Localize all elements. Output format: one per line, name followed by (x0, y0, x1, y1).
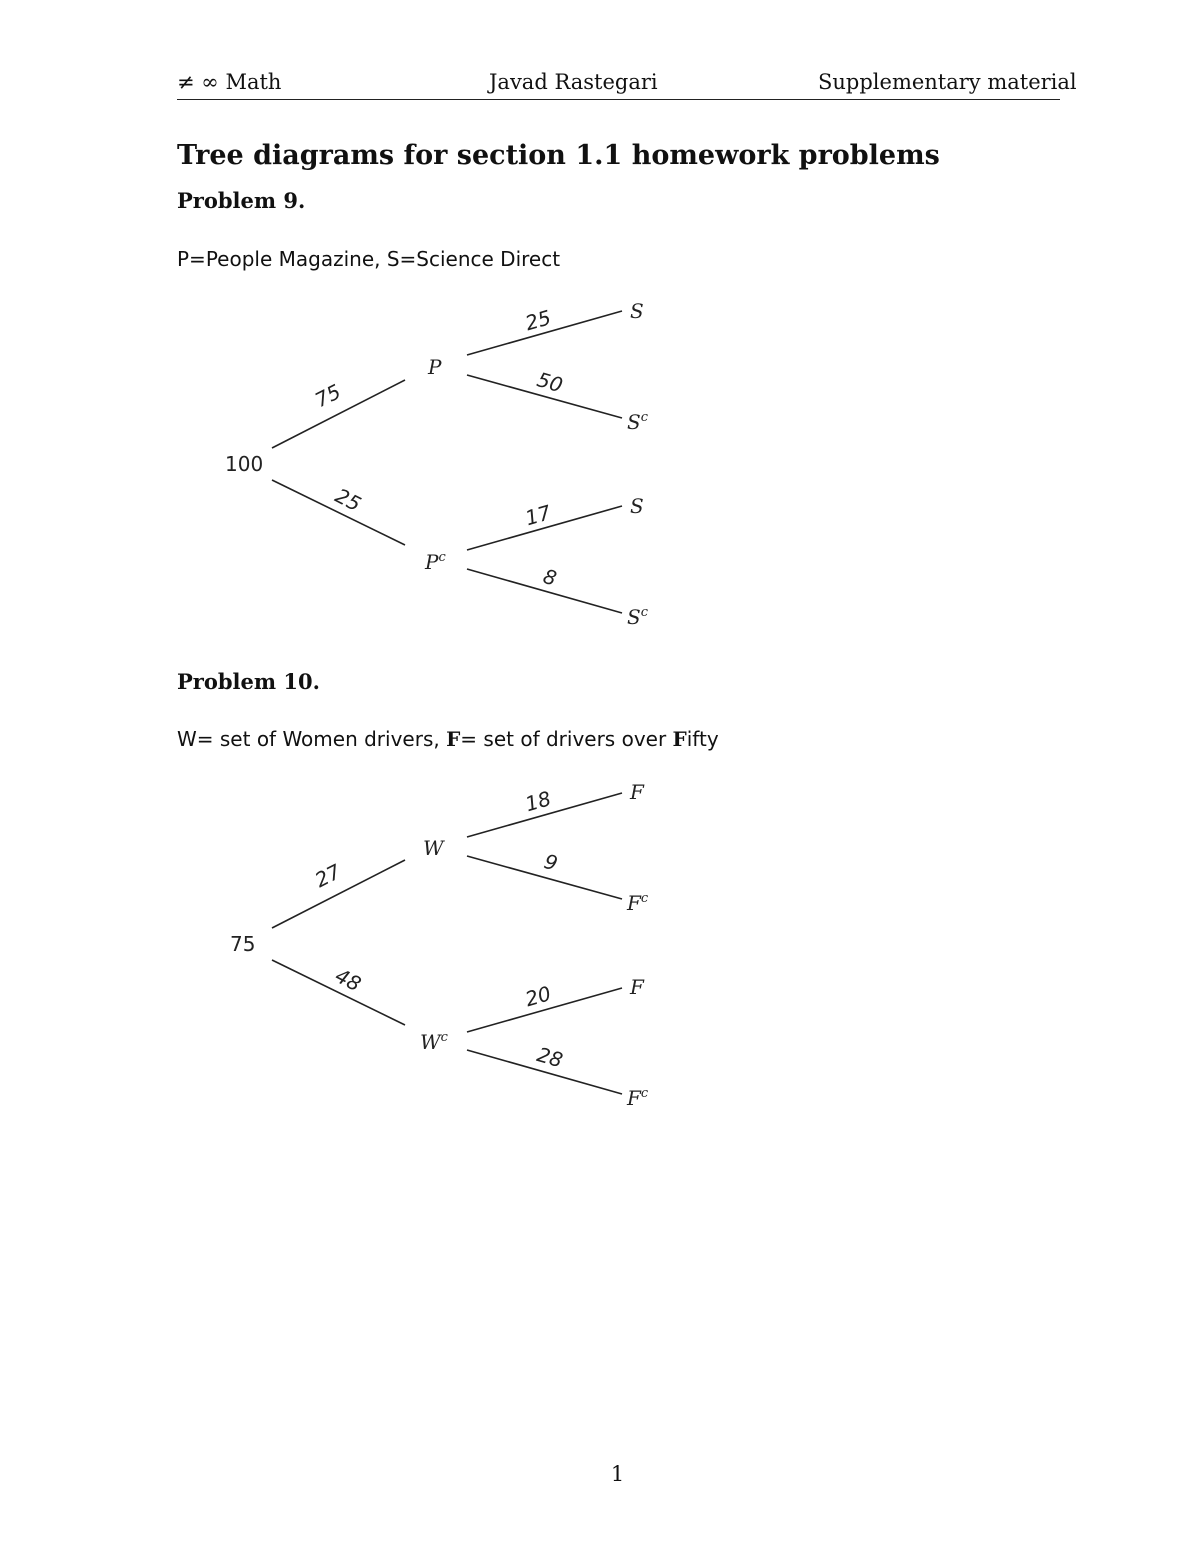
header-left (177, 70, 281, 94)
node-P (427, 355, 442, 379)
leaf-Wc-F-label: F (630, 975, 644, 999)
edge-label-P-Sc: 50 (534, 367, 566, 398)
page-number: 1 (610, 1462, 625, 1486)
leaf-P-Sc-label: S (627, 410, 641, 434)
node-Wc-label: W (420, 1030, 441, 1054)
edge-label-Pc-Sc: 8 (540, 563, 560, 591)
leaf-Pc-Sc-label: S (627, 605, 641, 629)
def-f-bold: F (446, 727, 461, 751)
edge-label-Wc-Fc: 28 (534, 1042, 566, 1073)
leaf-Wc-Fc-label: F (627, 1086, 641, 1110)
leaf-Pc-Sc-sup: c (640, 605, 648, 620)
edge-label-W-F: 18 (522, 786, 554, 817)
problem-10-tree (0, 770, 760, 1120)
problem-10-definition (177, 727, 719, 751)
node-W-label: W (423, 836, 444, 860)
header-math-symbol: ≠ ∞ (177, 70, 219, 94)
leaf-Wc-F (629, 975, 645, 999)
edge-label-Wc-F: 20 (522, 981, 554, 1012)
leaf-W-F-label: F (630, 780, 644, 804)
problem-9-definition: P=People Magazine, S=Science Direct (177, 247, 561, 271)
header-rule (177, 99, 1060, 100)
node-Pc-label: P (425, 550, 439, 574)
edge-label-Pc-S: 17 (522, 500, 554, 531)
def-f-middle: = set of drivers over (460, 727, 667, 751)
leaf-P-Sc-sup: c (640, 410, 648, 425)
leaf-Wc-Fc (626, 1086, 649, 1110)
header-right: Supplementary material (818, 70, 1077, 94)
leaf-W-Fc (626, 891, 649, 915)
def-f-bold-2: F (672, 727, 687, 751)
node-Wc-sup: c (440, 1030, 448, 1045)
edge-label-P-S: 25 (522, 305, 554, 336)
edge-label-root-Wc: 48 (331, 963, 365, 997)
problem-9-tree (0, 290, 760, 640)
leaf-W-Fc-label: F (627, 891, 641, 915)
edge-label-root-P: 75 (311, 379, 345, 413)
edge-label-root-Pc: 25 (331, 483, 365, 517)
leaf-Pc-Sc (627, 605, 649, 629)
leaf-P-S-label: S (630, 299, 644, 323)
problem-9-heading: Problem 9. (177, 188, 306, 213)
leaf-Wc-Fc-sup: c (640, 1086, 649, 1101)
node-Pc-sup: c (438, 550, 446, 565)
def-w: W= set of Women drivers, (177, 727, 440, 751)
leaf-Pc-S-label: S (630, 494, 644, 518)
header-author: Javad Rastegari (489, 70, 658, 94)
header-course: Math (225, 70, 282, 94)
node-P-label: P (428, 355, 442, 379)
leaf-W-Fc-sup: c (640, 891, 649, 906)
edge-label-root-W: 27 (311, 859, 345, 893)
leaf-Pc-S (630, 494, 644, 518)
leaf-P-S (630, 299, 644, 323)
leaf-W-F (629, 780, 645, 804)
root-value: 100 (225, 452, 264, 476)
problem-10-heading: Problem 10. (177, 669, 320, 694)
leaf-P-Sc (627, 410, 649, 434)
edge-label-W-Fc: 9 (541, 848, 561, 876)
node-Wc (420, 1030, 449, 1054)
def-f-suffix: ifty (686, 727, 719, 751)
node-W (423, 836, 445, 860)
root-value: 75 (230, 932, 256, 956)
node-Pc (424, 550, 446, 574)
page-title: Tree diagrams for section 1.1 homework problems (177, 140, 940, 171)
